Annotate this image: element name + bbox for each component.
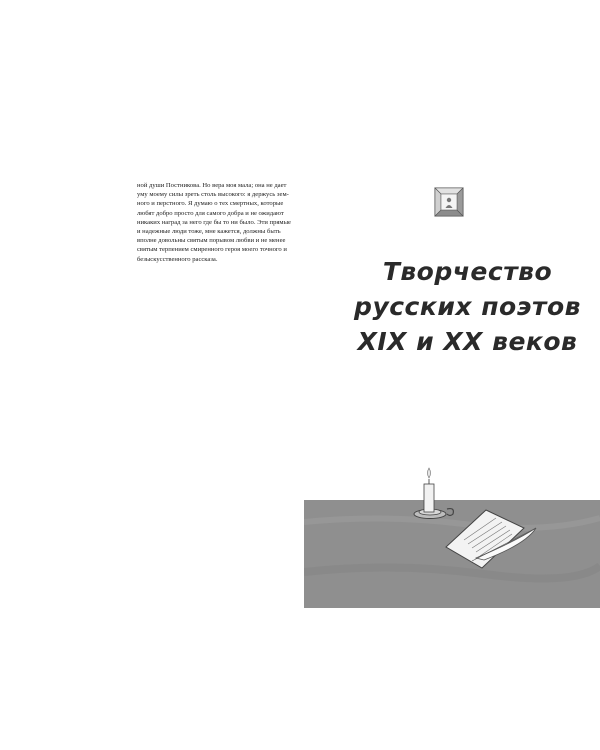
body-text <box>137 181 291 264</box>
right-page <box>300 0 600 750</box>
text-line: ной души Постникова. Но вера моя мала; она не дает <box>137 182 287 189</box>
text-line: безыскусственного рассказа. <box>137 255 218 263</box>
title-line: XIX и XX веков <box>357 327 578 356</box>
text-line: вполне довольны святым порывом любви и не менее <box>137 237 286 245</box>
framed-portrait-icon <box>434 187 464 217</box>
text-line: святым терпением смиренного героя моего точного и <box>137 246 287 254</box>
text-line: любят добро просто для самого добра и не ожидают <box>137 209 284 217</box>
text-line: и надежные люди тоже, мне кажется, должны быть <box>137 228 281 236</box>
text-line: уму моему силы зреть столь высокого: я держусь зем- <box>137 191 289 199</box>
candle-letter-quill-illustration <box>304 462 600 608</box>
title-line: русских поэтов <box>354 292 581 321</box>
text-line: ного и перстного. Я думаю о тех смертных, которые <box>137 200 284 208</box>
text-line: никаких наград за него где бы то ни было. Эти прямые <box>137 218 291 226</box>
section-title <box>340 254 595 359</box>
title-line: Творчество <box>382 257 553 286</box>
